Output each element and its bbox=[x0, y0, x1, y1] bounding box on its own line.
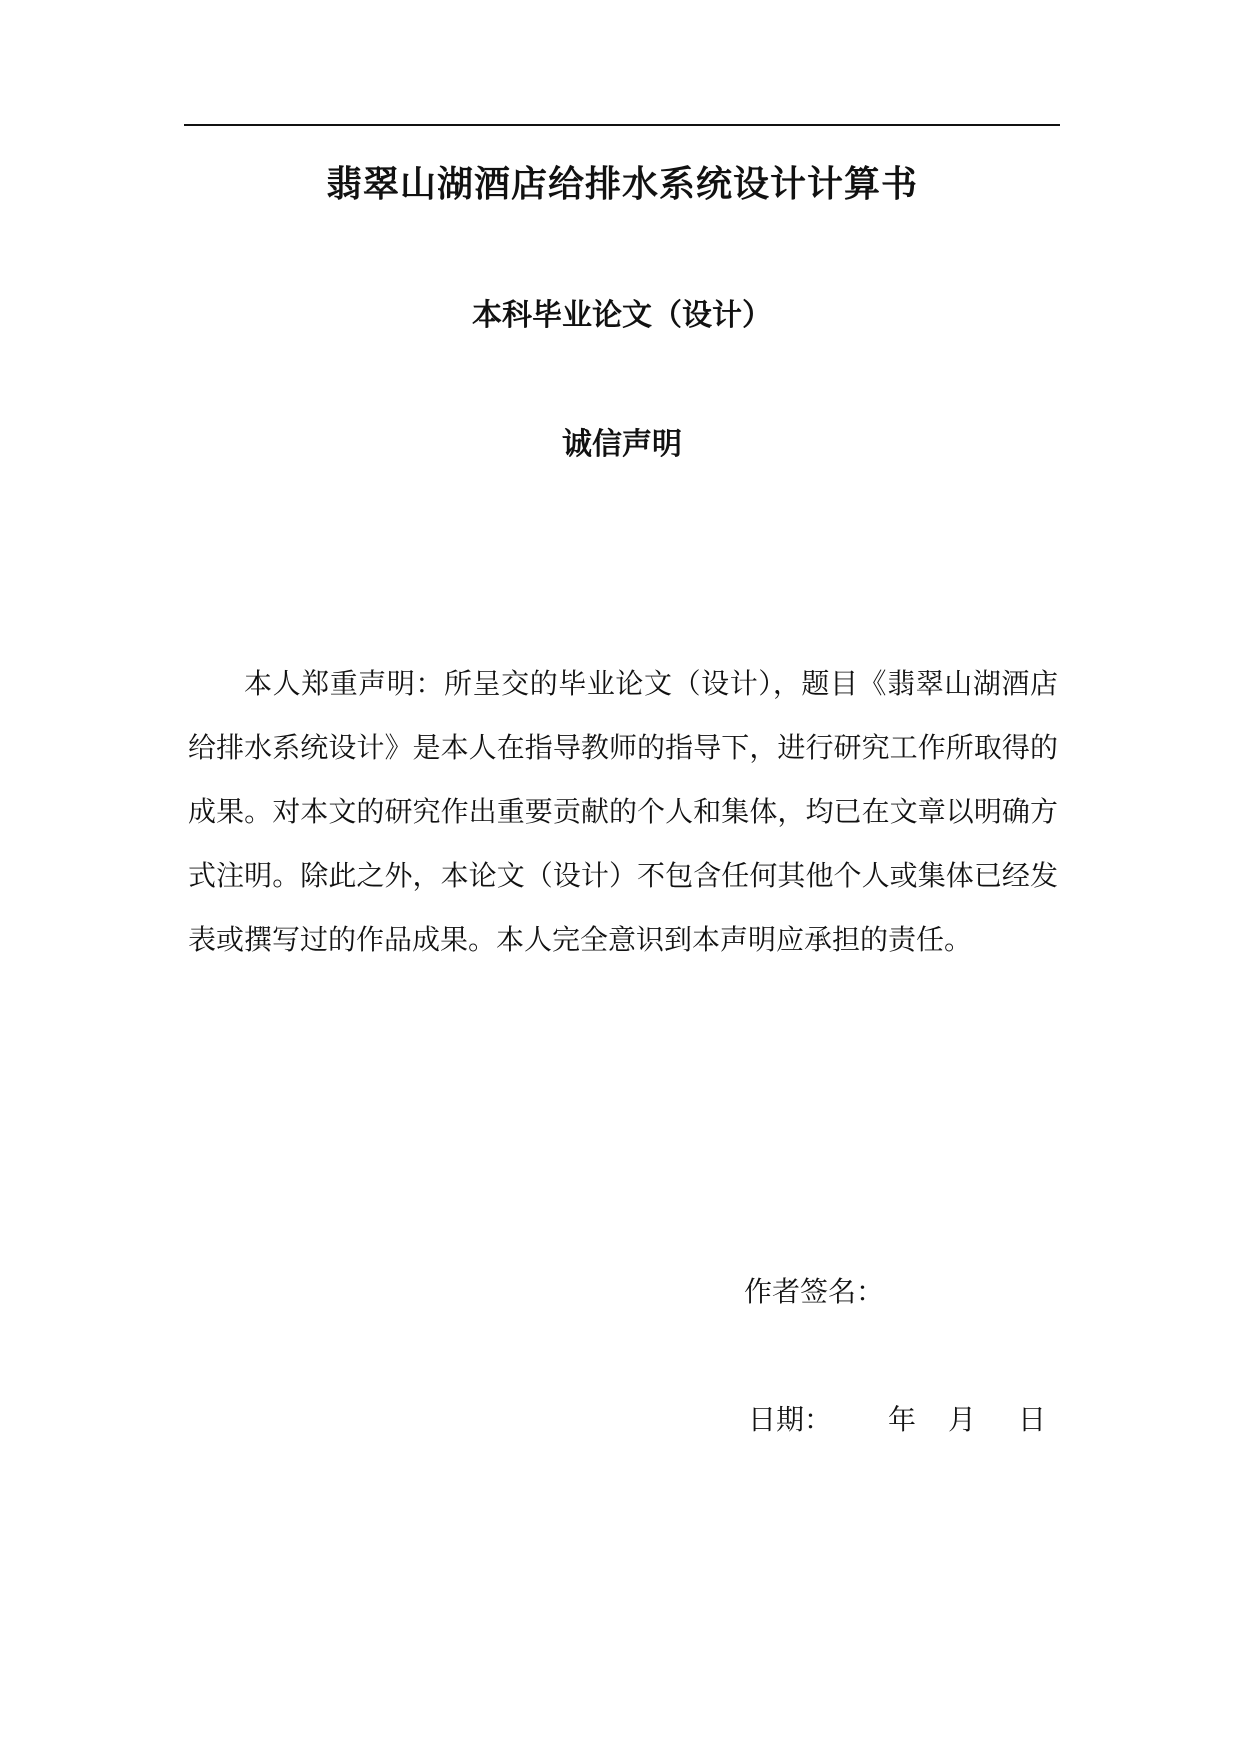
document-subtitle: 本科毕业论文（设计） bbox=[472, 298, 772, 333]
day-label: 日 bbox=[1018, 1403, 1047, 1436]
integrity-statement: 本人郑重声明：所呈交的毕业论文（设计），题目《翡翠山湖酒店给排水系统设计》是本人在指导教师的指导下，进行研究工作所取得的成果。对本文的研究作出重要贡献的个人和集体，均已在文章以明确方式注明。除此之外，本论文（设计）不包含任何其他个人或集体已经发表或撰写过的作品成果。本人完全意识到本声明应承担的责任。 bbox=[188, 667, 1058, 956]
date-line bbox=[748, 1400, 1046, 1440]
date-label: 日期： bbox=[748, 1403, 833, 1436]
month-label: 月 bbox=[948, 1403, 977, 1436]
header-rule bbox=[184, 124, 1060, 126]
year-label: 年 bbox=[888, 1403, 917, 1436]
author-signature-label: 作者签名： bbox=[744, 1275, 885, 1308]
section-title: 诚信声明 bbox=[562, 427, 682, 462]
document-title: 翡翠山湖酒店给排水系统设计计算书 bbox=[325, 163, 918, 205]
